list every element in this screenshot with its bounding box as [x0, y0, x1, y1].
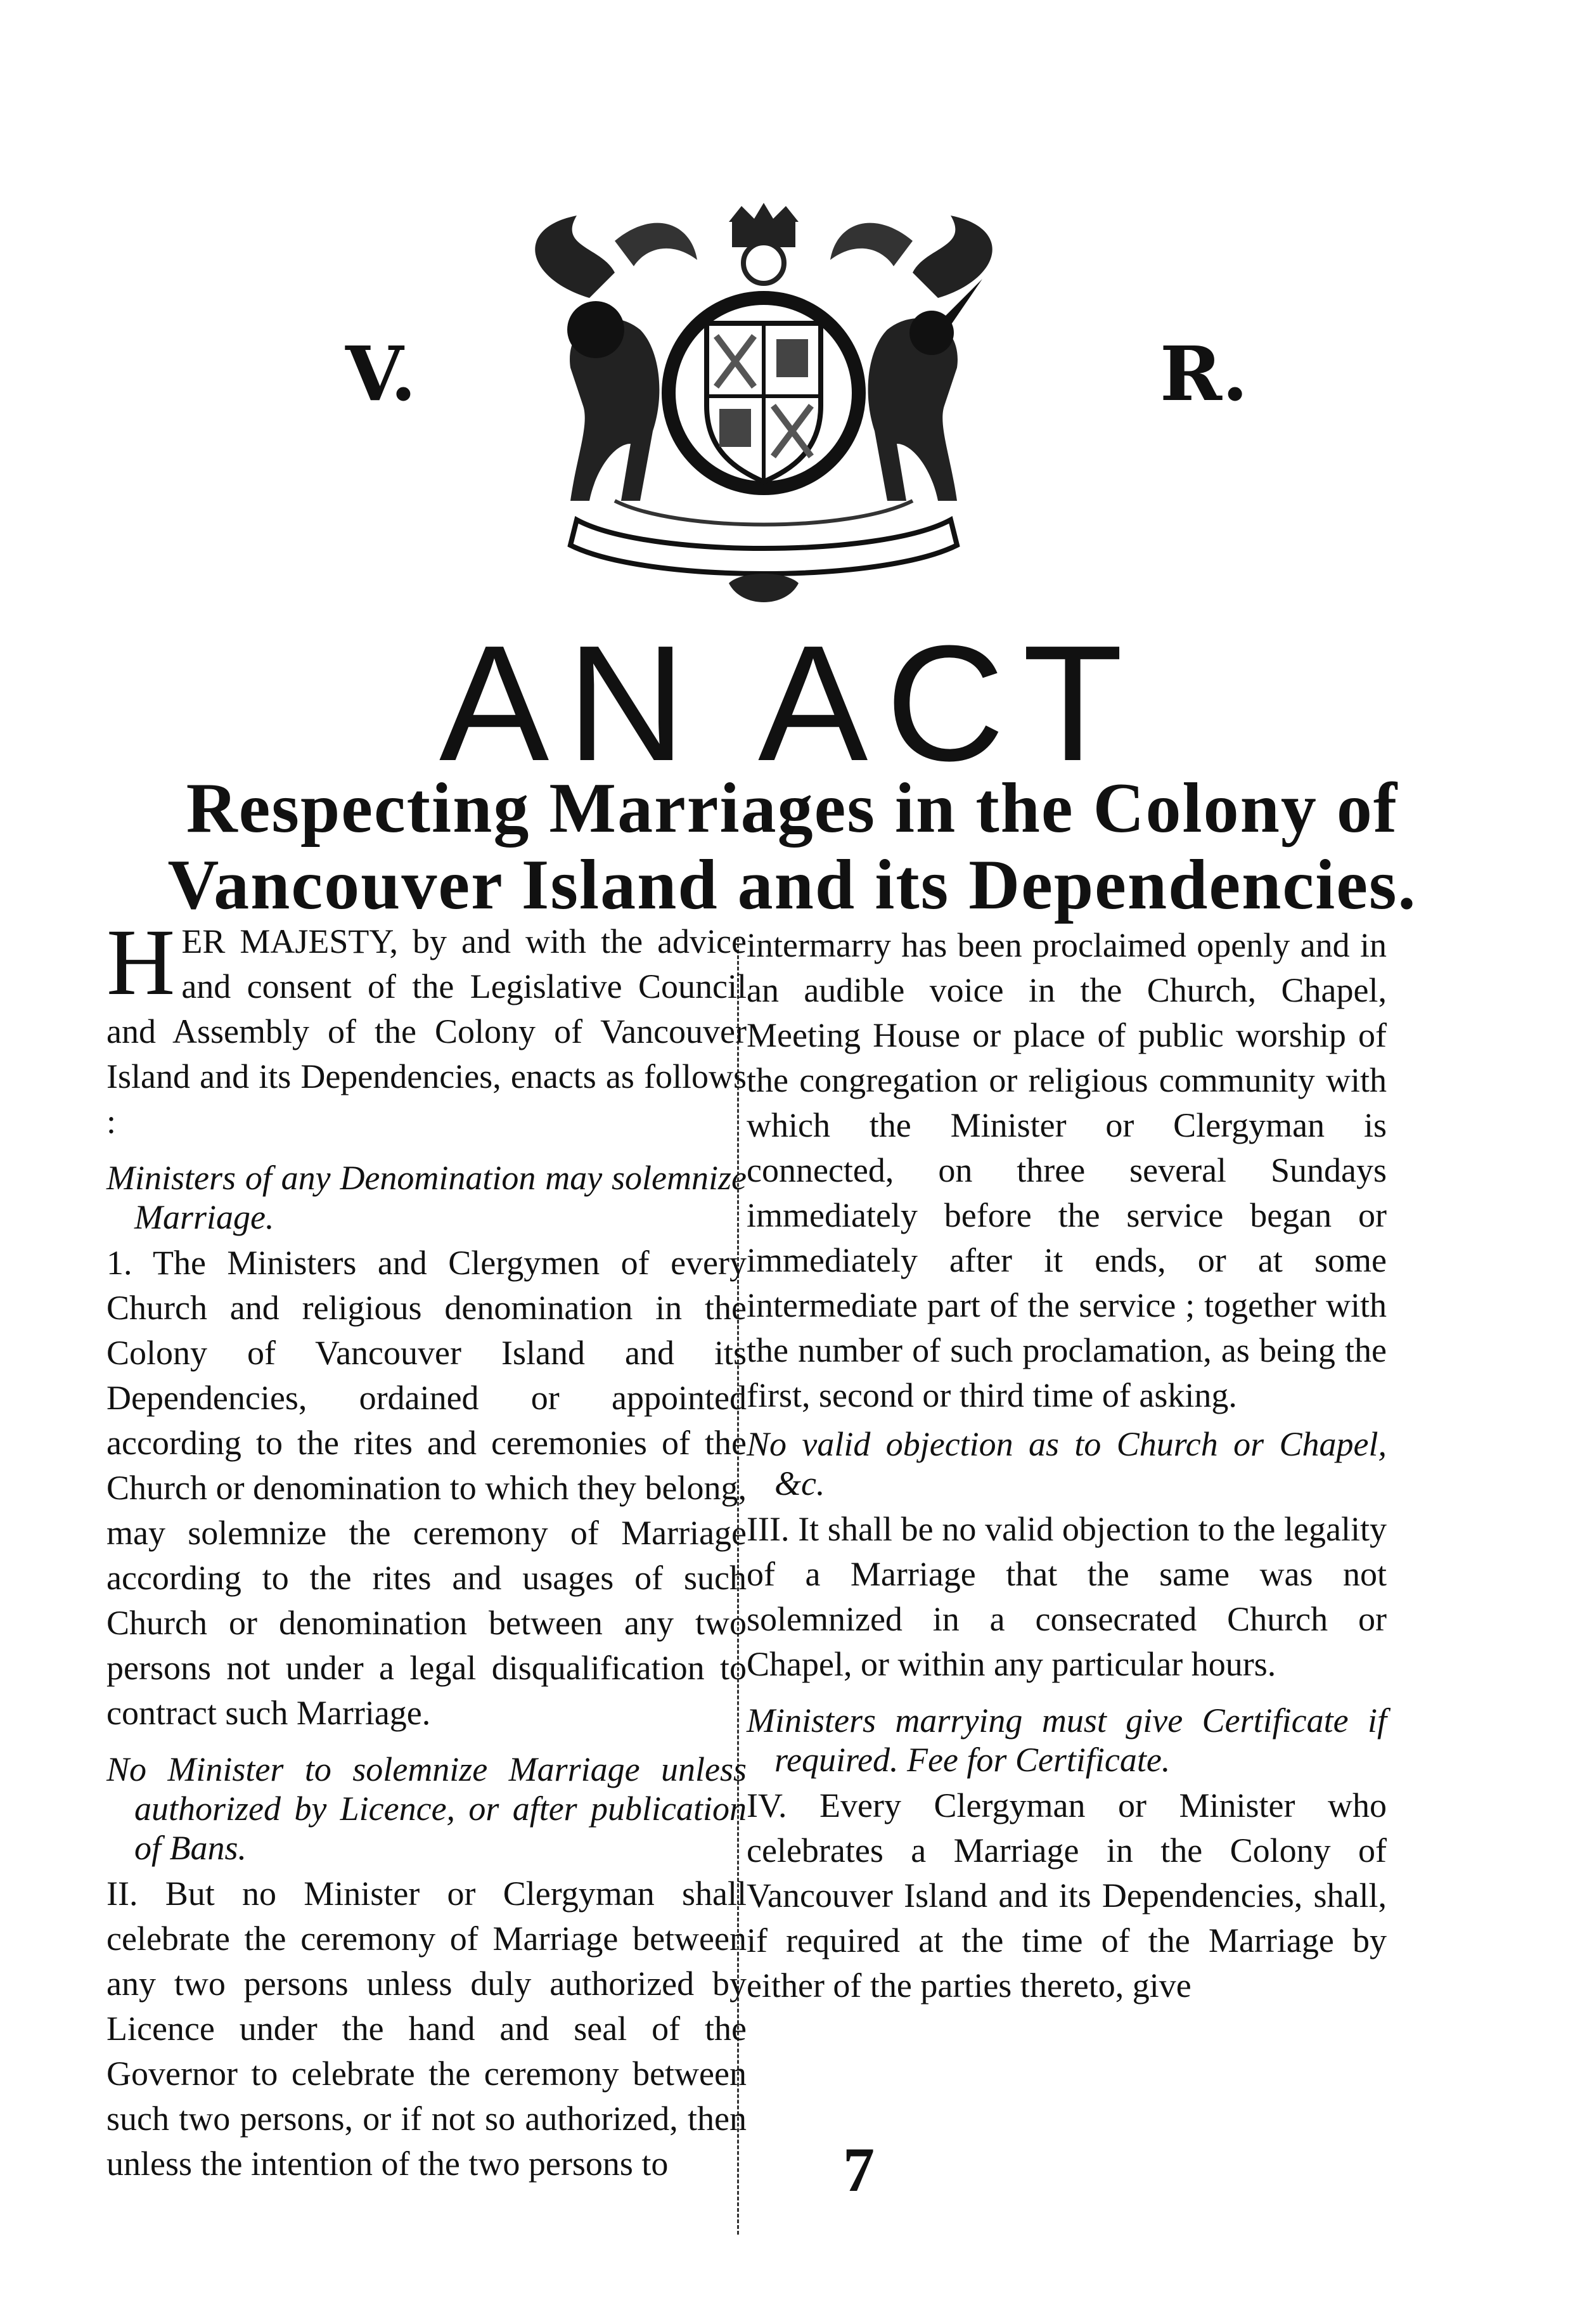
enacting-clause-text: ER MAJESTY, by and with the advice and consent of the Legislative Council and Assembly of the Colony of Vancouver Island and its Dependencies, enacts as follows :	[106, 922, 747, 1140]
act-title: AN ACT	[439, 612, 1141, 796]
monogram-r: R.	[1160, 330, 1249, 418]
page-number: 7	[843, 2134, 875, 2205]
right-column	[747, 919, 1387, 2008]
monogram-v: V.	[345, 330, 417, 418]
act-subtitle: Respecting Marriages in the Colony of Vancouver Island and its Dependencies.	[167, 769, 1417, 924]
section-2-continued: intermarry has been proclaimed openly and in an audible voice in the Church, Chapel, Meeting House or place of public worship of the congregation or religious community with which the Minister or Clergyman is connected, on three several Sundays immediately before the service began or immediately after it ends, or at some intermediate part of the service ; together with the number of such proclamation, as being the first, second or third time of asking.	[747, 926, 1387, 1414]
marginal-note-2: No Minister to solemnize Marriage unless authorized by Licence, or after publication of Bans.	[106, 1750, 747, 1867]
enacting-clause	[106, 910, 747, 1144]
drop-cap: H	[106, 910, 176, 1015]
section-3: III. It shall be no valid objection to the legality of a Marriage that the same was not solemnized in a consecrated Church or Chapel, or within any particular hours.	[747, 1510, 1387, 1683]
royal-coat-of-arms-icon	[488, 203, 1039, 609]
left-column	[106, 910, 747, 2186]
marginal-note-4: Ministers marrying must give Certificate if required. Fee for Certificate.	[747, 1701, 1387, 1779]
section-1: 1. The Ministers and Clergymen of every Church and religious denomination in the Colony of Vancouver Island and its Dependencies, ordained or appointed according to the rites and ceremonies of the Church or denomination to which they belong, may solemnize the ceremony of Marriage according to the rites and usages of such Church or denomination between any two persons not under a legal disqualification to contract such Marriage.	[106, 1244, 747, 1732]
section-2: II. But no Minister or Clergyman shall celebrate the ceremony of Marriage between any two persons unless duly authorized by Licence under the hand and seal of the Governor to celebrate the ceremony between such two persons, or if not so authorized, then unless the intention of the two persons to	[106, 1875, 747, 2183]
section-4: IV. Every Clergyman or Minister who celebrates a Marriage in the Colony of Vancouver Island and its Dependencies, shall, if required at the time of the Marriage by either of the parties thereto, give	[747, 1786, 1387, 2004]
marginal-note-1: Ministers of any Denomination may solemnize Marriage.	[106, 1159, 747, 1236]
marginal-note-3: No valid objection as to Church or Chapel, &c.	[747, 1425, 1387, 1502]
